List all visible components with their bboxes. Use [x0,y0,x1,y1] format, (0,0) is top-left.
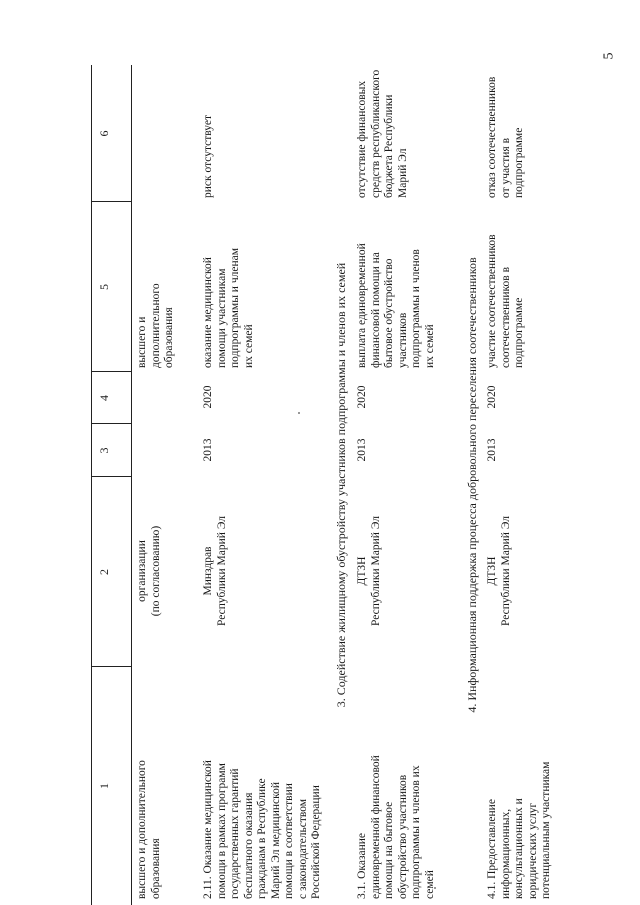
cell-col-2: ДТЗН Республики Марий Эл [486,516,512,627]
page-number: 5 [601,52,617,60]
cell-col-5: высшего и дополнительного образования [136,283,175,368]
cell-col-6: отказ соотечественников от участия в подпрограмме [486,76,525,198]
header-col-1: 1 [91,666,131,905]
cell-col-2: организации (по согласованию) [136,525,162,617]
header-col-6: 6 [97,130,111,137]
cell-col-3: 2013 [202,438,214,462]
cell-col-4: 2020 [486,385,498,409]
header-col-3: 3 [91,423,131,477]
cell-col-1: 3.1. Оказание единовременной финансовой помощи на бытовое обустройство участников подпрограммы и членов их семей [356,755,436,899]
table-header-rule [131,65,132,905]
cell-col-1: 4.1. Предоставление информационных, консультационных и юридических услуг потенциальным участникам [486,761,552,899]
rotated-table-page [0,65,552,905]
cell-col-6: отсутствие финансовых средств республиканского бюджета Республики Марий Эл [356,69,409,198]
cell-col-4: 2020 [202,385,214,409]
table-header-row [91,65,131,905]
cell-col-2: ДТЗН Республики Марий Эл [356,516,382,627]
cell-col-1: 2.11. Оказание медицинской помощи в рамках программ государственных гарантий бесплатного оказания гражданам в Республике Марий Эл медицинской помощи в соответствии с законодательством Российской Федерации [202,760,322,899]
cell-col-3: 2013 [356,438,368,462]
cell-col-2: Минздрав Республики Марий Эл [202,516,228,627]
header-col-2: 2 [91,476,131,667]
header-col-4: 4 [91,371,131,424]
cell-col-4: 2020 [356,385,368,409]
cell-col-5: участие соотечественников соотечественников в подпрограмме [486,234,525,368]
section-4-heading: 4. Информационная поддержка процесса добровольного переселения соотечественников [465,257,479,713]
cell-col-5: выплата единовременной финансовой помощи на бытовое обустройство участников подпрограммы и членов их семей [356,243,436,368]
cell-col-6: риск отсутствует [202,115,214,198]
header-col-5: 5 [91,201,131,372]
cell-col-5: оказание медицинской помощи участникам подпрограммы и членам их семей [202,248,255,368]
section-3-heading: 3. Содействие жилищному обустройству участников подпрограммы и членов их семей [334,262,348,708]
cell-col-3: 2013 [486,438,498,462]
cell-col-1: высшего и дополнительного образования [136,760,162,899]
